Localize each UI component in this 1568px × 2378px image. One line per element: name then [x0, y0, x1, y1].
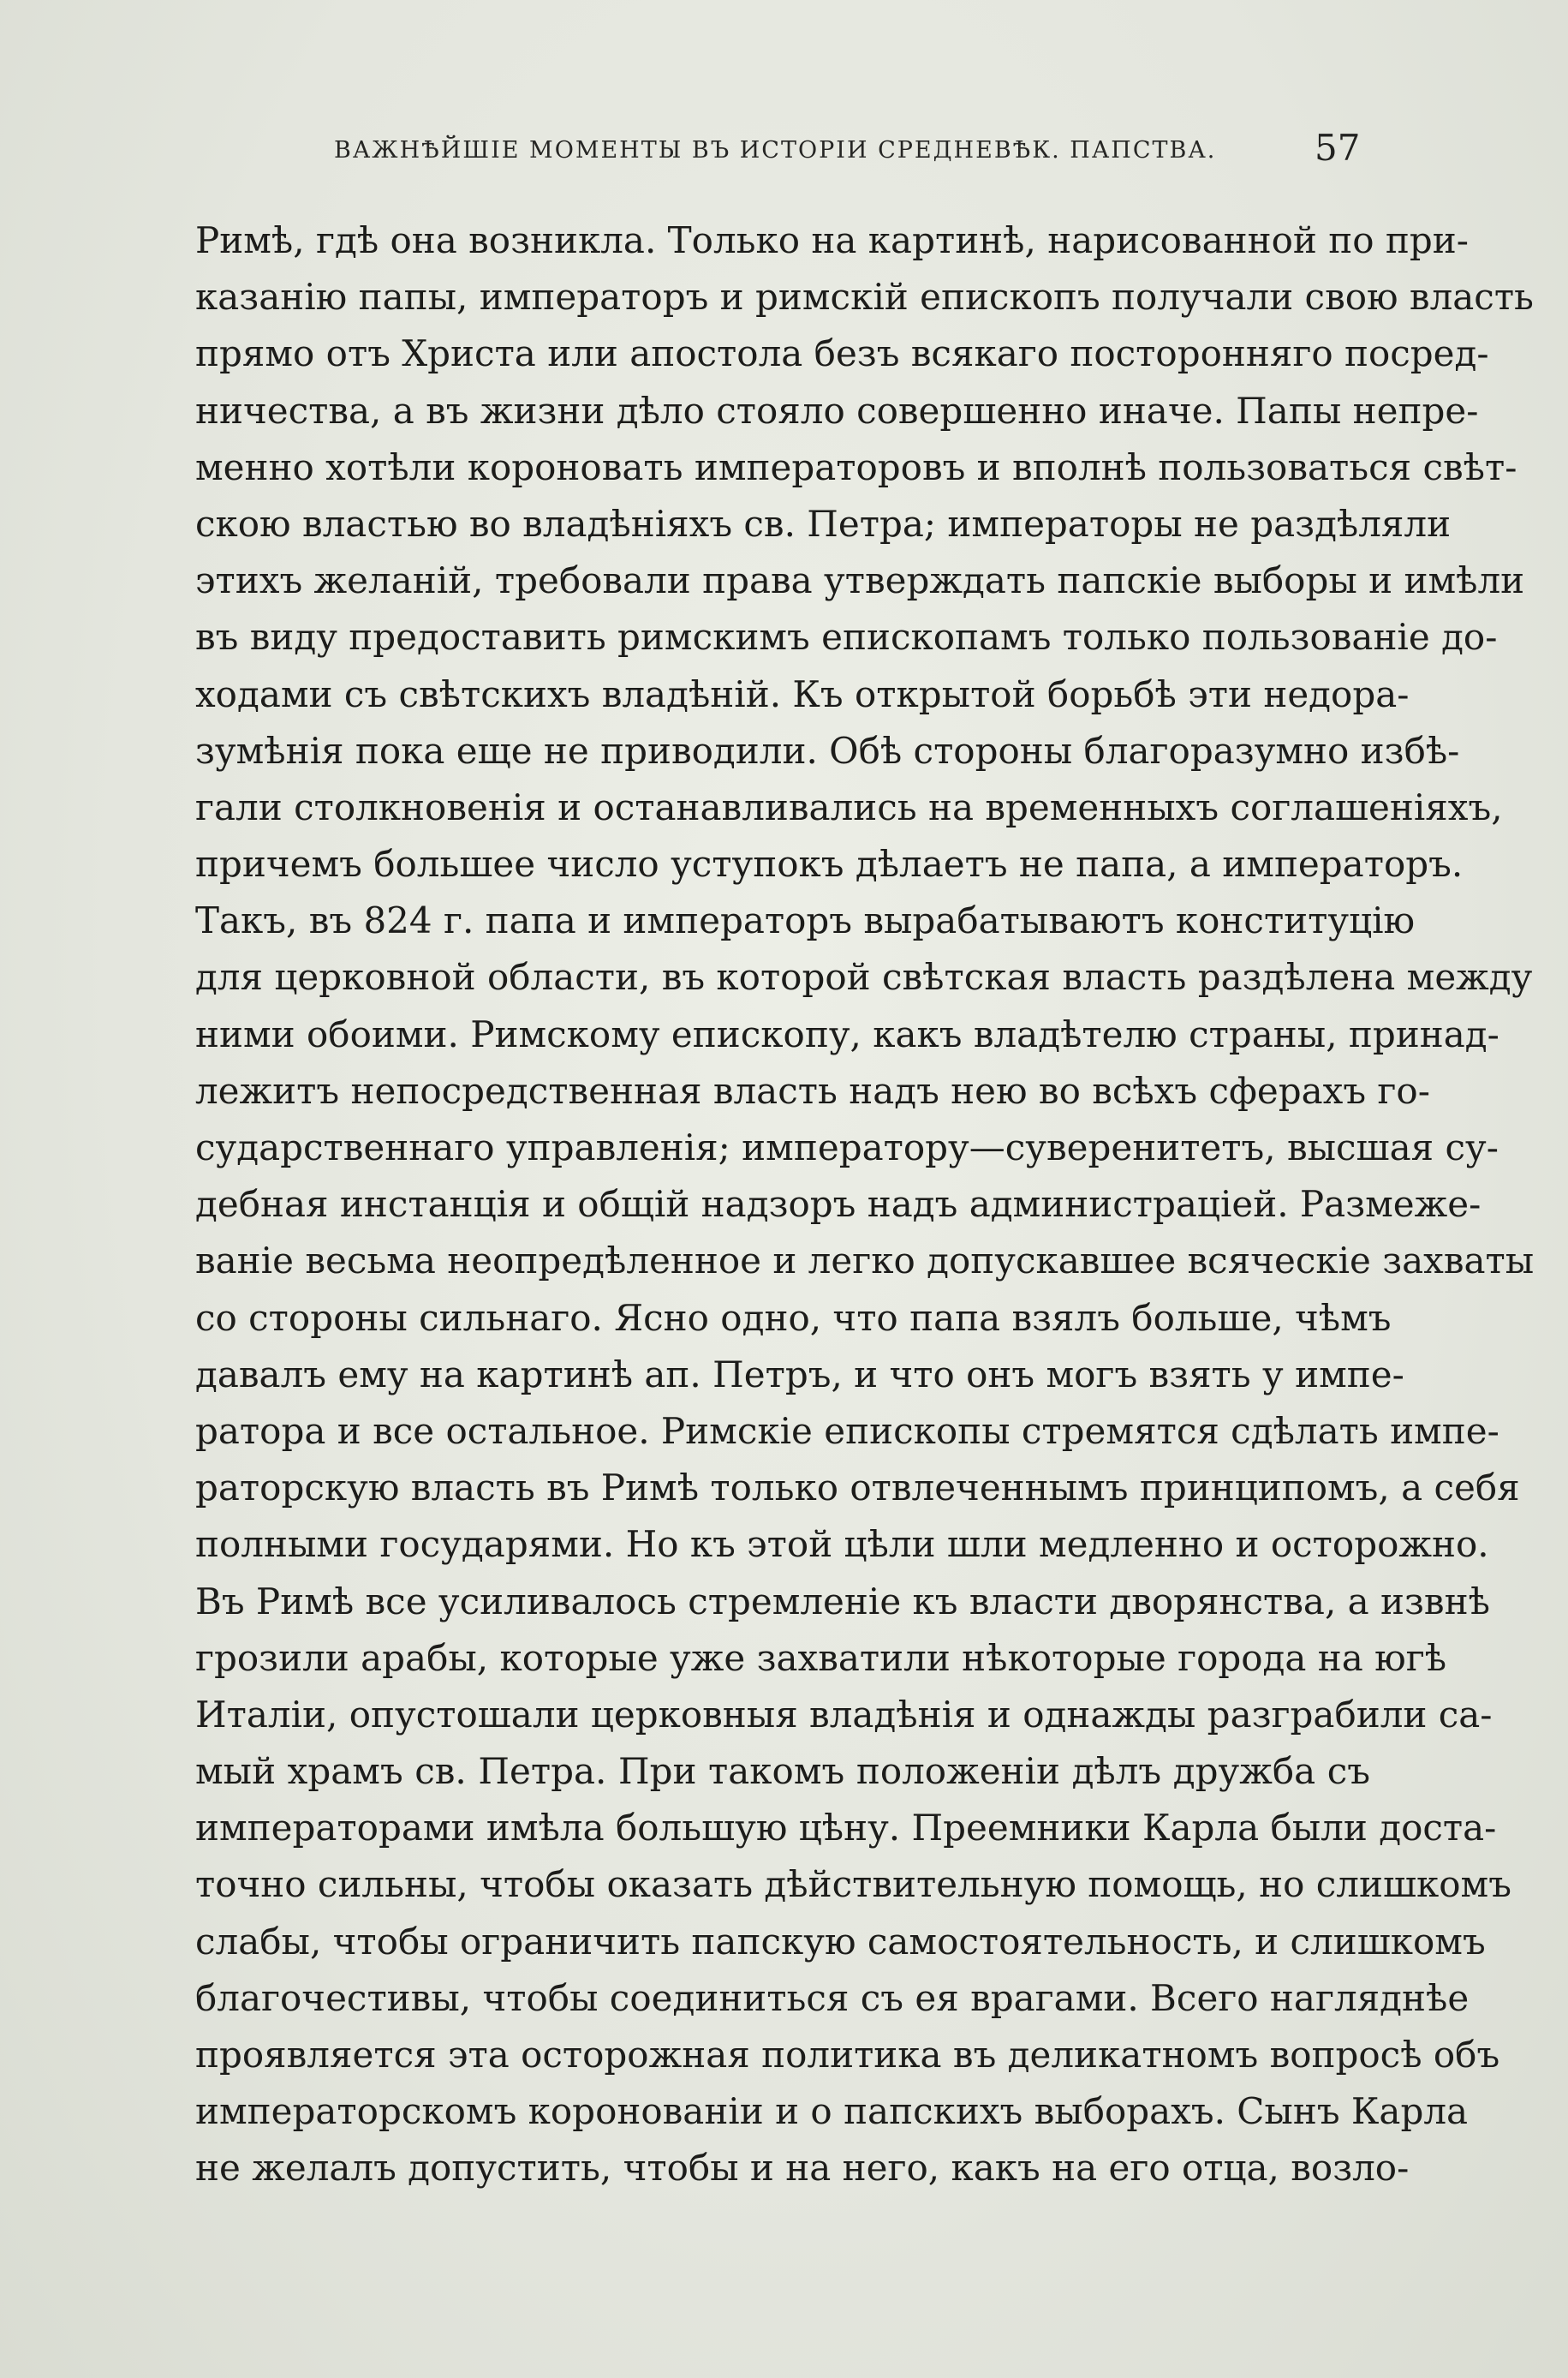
- text-line: императорскомъ коронованіи и о папскихъ выборахъ. Сынъ Карла: [195, 2090, 1469, 2133]
- text-line: императорами имѣла большую цѣну. Преемники Карла были доста-: [195, 1807, 1497, 1849]
- text-line: ратора и все остальное. Римскіе епископы стремятся сдѣлать импе-: [195, 1409, 1499, 1452]
- text-line: Римѣ, гдѣ она возникла. Только на картинѣ, нарисованной по при-: [195, 219, 1469, 261]
- running-head: ВАЖНѢЙШІЕ МОМЕНТЫ ВЪ ИСТОРІИ СРЕДНЕВѢК. ПАПСТВА.: [334, 137, 1217, 164]
- text-line: сударственнаго управленія; императору—суверенитетъ, высшая су-: [195, 1126, 1499, 1168]
- text-line: ваніе весьма неопредѣленное и легко допускавшее всяческіе захваты: [195, 1240, 1535, 1282]
- text-line: грозили арабы, которые уже захватили нѣкоторые города на югѣ: [195, 1636, 1447, 1679]
- text-line: причемъ большее число уступокъ дѣлаетъ не папа, а императоръ.: [195, 843, 1464, 886]
- text-line: слабы, чтобы ограничить папскую самостоятельность, и слишкомъ: [195, 1920, 1486, 1963]
- text-line: Италіи, опустошали церковныя владѣнія и однажды разграбили са-: [195, 1693, 1493, 1736]
- text-line: мый храмъ св. Петра. При такомъ положеніи дѣлъ дружба съ: [195, 1750, 1370, 1793]
- text-line: для церковной области, въ которой свѣтская власть раздѣлена между: [195, 956, 1533, 999]
- text-line: гали столкновенія и останавливались на временныхъ соглашеніяхъ,: [195, 786, 1503, 828]
- text-line: Такъ, въ 824 г. папа и императоръ вырабатываютъ конституцію: [195, 899, 1416, 942]
- text-line: менно хотѣли короновать императоровъ и вполнѣ пользоваться свѣт-: [195, 445, 1517, 488]
- text-line: благочестивы, чтобы соединиться съ ея врагами. Всего нагляднѣе: [195, 1976, 1470, 2019]
- text-line: со стороны сильнаго. Ясно одно, что папа взялъ больше, чѣмъ: [195, 1296, 1392, 1339]
- page-number: 57: [1315, 127, 1361, 169]
- body-text: [195, 212, 1535, 2197]
- text-line: Въ Римѣ все усиливалось стремленіе къ власти дворянства, а извнѣ: [195, 1580, 1490, 1622]
- text-line: проявляется эта осторожная политика въ деликатномъ вопросѣ объ: [195, 2034, 1500, 2076]
- text-line: ними обоими. Римскому епископу, какъ владѣтелю страны, принад-: [195, 1013, 1499, 1055]
- text-line: раторскую власть въ Римѣ только отвлеченнымъ принципомъ, а себя: [195, 1467, 1520, 1509]
- text-line: скою властью во владѣніяхъ св. Петра; императоры не раздѣляли: [195, 502, 1452, 545]
- text-line: въ виду предоставить римскимъ епископамъ только пользованіе до-: [195, 616, 1498, 659]
- text-line: ничества, а въ жизни дѣло стояло совершенно иначе. Папы непре-: [195, 389, 1479, 432]
- text-line: этихъ желаній, требовали права утверждать папскіе выборы и имѣли: [195, 559, 1525, 602]
- text-line: казанію папы, императоръ и римскій епископъ получали свою власть: [195, 276, 1534, 319]
- text-line: точно сильны, чтобы оказать дѣйствительную помощь, но слишкомъ: [195, 1863, 1511, 1906]
- text-line: ходами съ свѣтскихъ владѣній. Къ открытой борьбѣ эти недора-: [195, 672, 1410, 715]
- text-line: лежитъ непосредственная власть надъ нею во всѣхъ сферахъ го-: [195, 1069, 1430, 1112]
- text-line: давалъ ему на картинѣ ап. Петръ, и что онъ могъ взять у импе-: [195, 1353, 1404, 1395]
- text-line: полными государями. Но къ этой цѣли шли медленно и осторожно.: [195, 1523, 1489, 1566]
- text-line: прямо отъ Христа или апостола безъ всякаго посторонняго посред-: [195, 332, 1489, 375]
- text-line: дебная инстанція и общій надзоръ надъ администраціей. Размеже-: [195, 1183, 1482, 1226]
- text-line: не желалъ допустить, чтобы и на него, какъ на его отца, возло-: [195, 2147, 1410, 2190]
- text-line: зумѣнія пока еще не приводили. Обѣ стороны благоразумно избѣ-: [195, 729, 1460, 772]
